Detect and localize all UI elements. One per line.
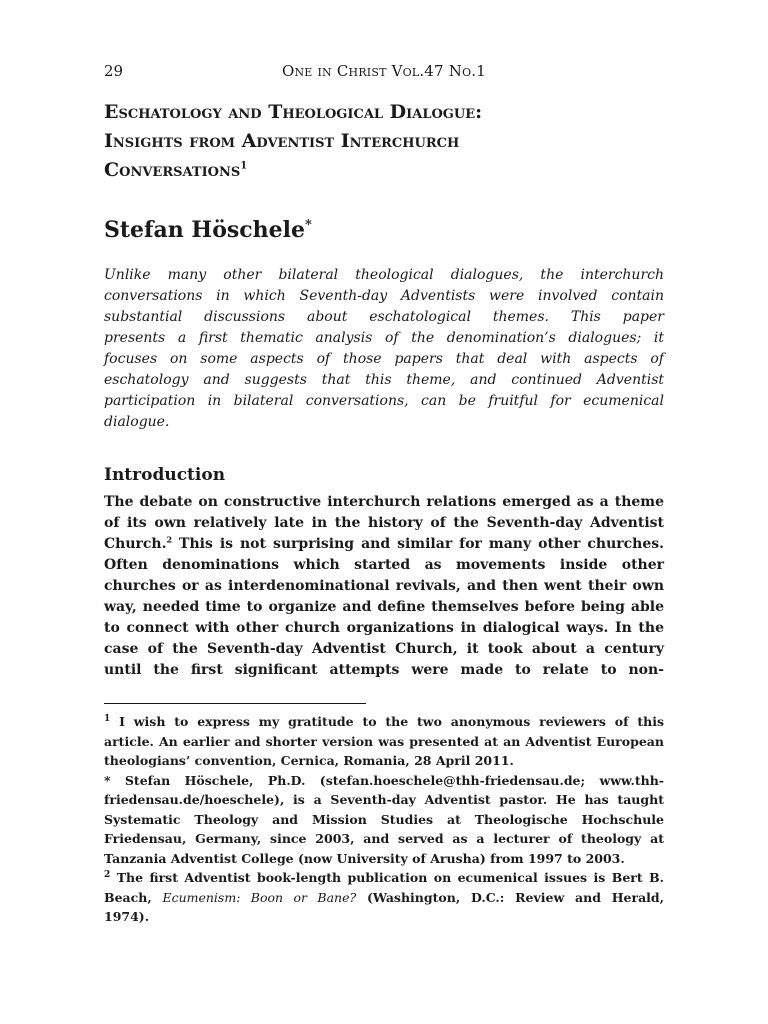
author-footnote-ref[interactable]: *	[305, 217, 312, 233]
footnote-marker: 2	[104, 869, 111, 880]
cited-book-title: Ecumenism: Boon or Bane?	[162, 889, 357, 905]
footnote-line: Systematic Theology and Mission Studies at Theologische Hochschule	[104, 811, 664, 827]
footnote-ref-1[interactable]: 1	[240, 160, 248, 172]
paragraph-line: churches or as interdenominational revivals, and then went their own	[104, 578, 664, 594]
paragraph-line: to connect with other church organizations in dialogical ways. In the	[104, 620, 664, 636]
section-heading-introduction: Introduction	[104, 465, 226, 485]
abstract-line: dialogue.	[104, 414, 170, 430]
page-number: 29	[104, 62, 124, 80]
footnote-line: * Stefan Höschele, Ph.D. (stefan.hoeschele@thh-friedensau.de; www.thh-	[104, 772, 664, 788]
footnote-1	[104, 712, 664, 771]
footnote-2	[104, 868, 664, 927]
paragraph-line: until the first significant attempts were made to relate to non-	[104, 662, 664, 678]
footnote-line: theologians’ convention, Cernica, Romania, 28 April 2011.	[104, 753, 514, 768]
abstract-line: conversations in which Seventh-day Adventists were involved contain	[104, 288, 664, 304]
footnote-line: $^2$ The first Adventist book-length publication on ecumenical issues is Bert B.	[104, 869, 664, 885]
paragraph-line: of its own relatively late in the history of the Seventh-day Adventist	[104, 515, 664, 531]
footnote-ref-2[interactable]: 2	[166, 534, 173, 545]
footnote-author	[104, 771, 664, 869]
footnote-line: Tanzania Adventist College (now University of Arusha) from 1997 to 2003.	[104, 850, 625, 866]
paragraph-line: The debate on constructive interchurch relations emerged as a theme	[104, 494, 664, 510]
footnote-line: $^1$ I wish to express my gratitude to the two anonymous reviewers of this	[104, 713, 664, 729]
introduction-paragraph	[104, 492, 664, 681]
paragraph-line: case of the Seventh-day Adventist Church, it took about a century	[104, 641, 664, 657]
footnotes	[104, 712, 664, 927]
abstract-line: focuses on some aspects of those papers that deal with aspects of	[104, 351, 664, 367]
title-line: Insights from Adventist Interchurch	[104, 130, 460, 152]
abstract	[104, 265, 664, 433]
footnote-line: article. An earlier and shorter version was presented at an Adventist European	[104, 733, 664, 749]
abstract-line: Unlike many other bilateral theological dialogues, the interchurch	[104, 267, 664, 283]
footnote-line: friedensau.de/hoeschele), is a Seventh-day Adventist pastor. He has taught	[104, 792, 664, 807]
journal-title: One in Christ Vol.47 No.1	[281, 62, 487, 80]
footnote-line: Friedensau, Germany, since 2003, and served as a lecturer of theology at	[104, 831, 664, 846]
article-title	[104, 98, 664, 185]
paragraph-line: Church.$^2$ This is not surprising and similar for many other churches.	[104, 534, 664, 552]
footnote-line: 1974).	[104, 909, 150, 924]
footnote-marker: 1	[104, 713, 111, 724]
paragraph-line: Often denominations which started as movements inside other	[104, 557, 664, 573]
author-name: Stefan Höschele*	[104, 217, 312, 243]
title-line: Eschatology and Theological Dialogue:	[104, 101, 483, 123]
paragraph-line: way, needed time to organize and define themselves before being able	[104, 599, 664, 615]
footnote-divider	[104, 703, 366, 704]
abstract-line: presents a first thematic analysis of the denomination’s dialogues; it	[104, 330, 664, 346]
abstract-line: eschatology and suggests that this theme, and continued Adventist	[104, 372, 664, 388]
title-line: Conversations$^1$	[104, 159, 248, 181]
abstract-line: substantial discussions about eschatological themes. This paper	[104, 309, 664, 325]
footnote-line: Beach, Ecumenism: Boon or Bane? (Washington, D.C.: Review and Herald,	[104, 889, 665, 905]
abstract-line: participation in bilateral conversations, can be fruitful for ecumenical	[104, 393, 664, 409]
